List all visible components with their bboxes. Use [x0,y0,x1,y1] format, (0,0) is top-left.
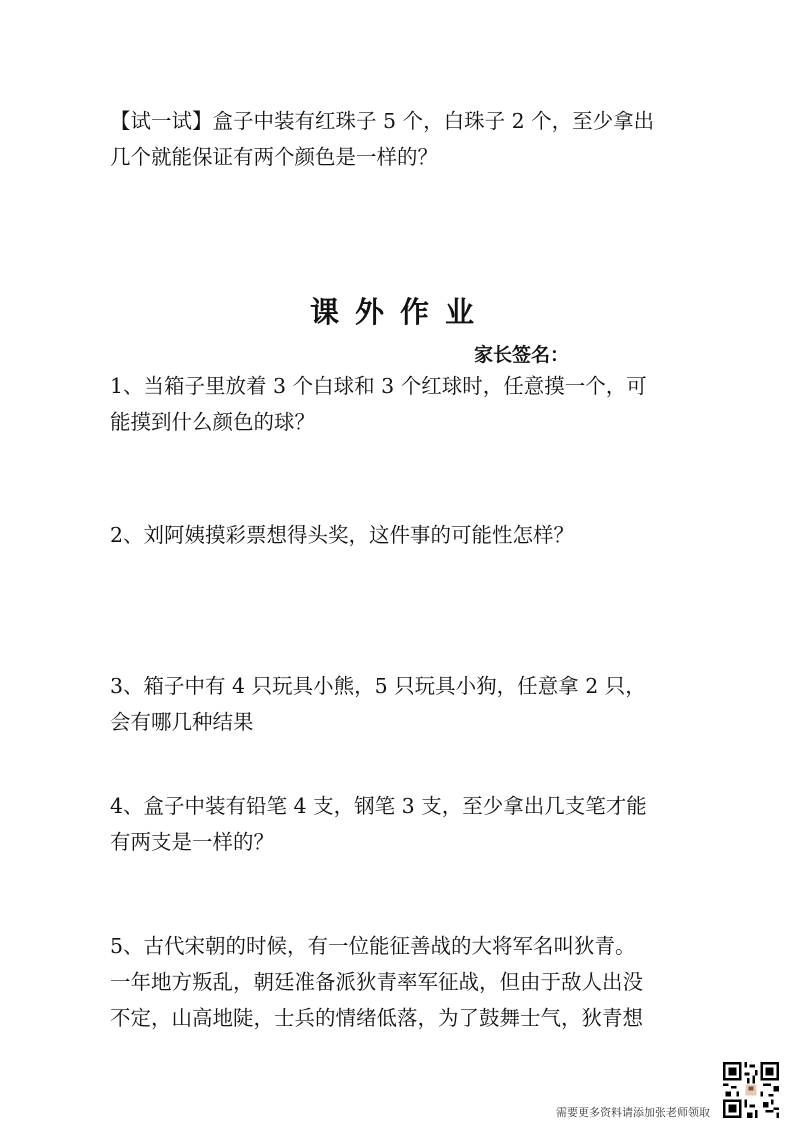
question-5 [110,928,710,1036]
question-line: 4、盒子中装有铅笔 4 支，钢笔 3 支，至少拿出几支笔才能 [110,794,647,818]
question-1 [110,368,710,440]
question-line: 3、箱子中有 4 只玩具小熊，5 只玩具小狗，任意拿 2 只， [110,674,646,698]
trial-exercise [110,103,710,175]
question-line: 能摸到什么颜色的球？ [110,410,315,434]
trial-line: 几个就能保证有两个颜色是一样的？ [110,145,438,169]
question-line: 1、当箱子里放着 3 个白球和 3 个红球时，任意摸一个，可 [110,374,647,398]
trial-line: 【试一试】盒子中装有红珠子 5 个，白珠子 2 个，至少拿出 [110,109,655,133]
qr-code-icon [723,1062,779,1118]
question-line: 一年地方叛乱，朝廷准备派狄青率军征战，但由于敌人出没 [110,970,643,994]
question-2 [110,517,710,553]
question-3 [110,668,710,740]
question-line: 不定，山高地陡，士兵的情绪低落，为了鼓舞士气，狄青想 [110,1006,643,1030]
footer-qr-block [723,1062,793,1124]
question-4 [110,788,710,860]
homework-title: 课外作业 [309,295,490,329]
parent-signature-label: 家长签名： [474,344,570,366]
question-line: 5、古代宋朝的时候，有一位能征善战的大将军名叫狄青。 [110,934,636,958]
footer-note: 需要更多资料请添加张老师领取 [556,1106,710,1119]
question-line: 会有哪几种结果 [110,710,254,734]
question-line: 2、刘阿姨摸彩票想得头奖，这件事的可能性怎样？ [110,523,575,547]
question-line: 有两支是一样的？ [110,830,274,854]
